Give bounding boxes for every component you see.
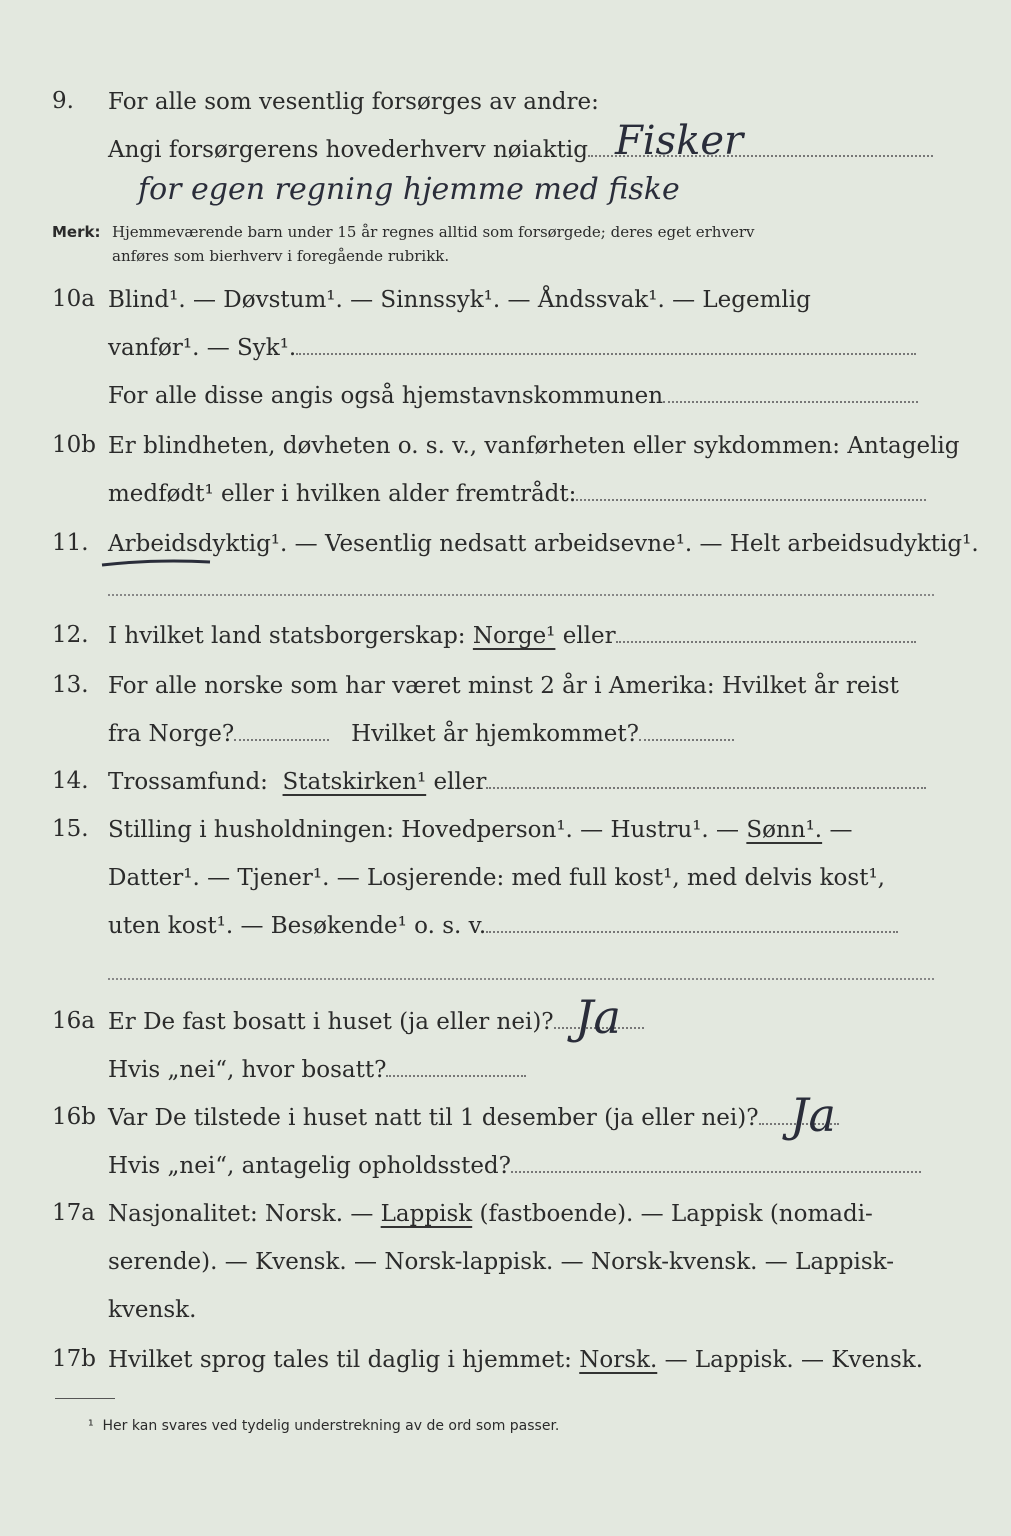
merk-line2: anføres som bierhverv i foregående rubrikk. (112, 247, 450, 265)
q14-number: 14. (52, 768, 89, 794)
q11-underline-mark (100, 556, 215, 570)
q15-blank-line (108, 978, 934, 980)
q17b-line1: Hvilket sprog tales til daglig i hjemmet: Norsk. — Lappisk. — Kvensk. (108, 1347, 924, 1373)
q10b-line1: Er blindheten, døvheten o. s. v., vanførheten eller sykdommen: Antagelig (108, 433, 960, 459)
q11-line1: Arbeidsdyktig¹. — Vesentlig nedsatt arbeidsevne¹. — Helt arbeidsudyktig¹. (108, 531, 979, 557)
q16a-line1: Er De fast bosatt i huset (ja eller nei)? (108, 1008, 644, 1036)
q9-line1: For alle som vesentlig forsørges av andre: (108, 89, 599, 115)
merk-line1: Hjemmeværende barn under 15 år regnes alltid som forsørgede; deres eget erhverv (112, 223, 755, 241)
q16b-number: 16b (52, 1104, 96, 1130)
q13-line1: For alle norske som har været minst 2 år i Amerika: Hvilket år reist (108, 673, 899, 699)
q9-line2: Angi forsørgerens hovederhverv nøiaktig (108, 136, 933, 164)
footnote: ¹ Her kan svares ved tydelig understrekning av de ord som passer. (88, 1418, 560, 1434)
q9-answer-detail: for egen regning hjemme med fiske (138, 172, 680, 207)
q9-number: 9. (52, 88, 74, 114)
q13-number: 13. (52, 672, 89, 698)
q17a-line1: Nasjonalitet: Norsk. — Lappisk (fastboende). — Lappisk (nomadi- (108, 1201, 873, 1227)
q16b-line1: Var De tilstede i huset natt til 1 desember (ja eller nei)? (108, 1104, 839, 1132)
q13-line2: fra Norge? Hvilket år hjemkommet? (108, 720, 734, 748)
footnote-rule (55, 1398, 115, 1399)
q15-line2: Datter¹. — Tjener¹. — Losjerende: med full kost¹, med delvis kost¹, (108, 865, 885, 891)
q16a-number: 16a (52, 1008, 95, 1034)
q10a-number: 10a (52, 286, 95, 312)
q15-number: 15. (52, 816, 89, 842)
q16a-answer: Ja (575, 990, 621, 1044)
q10b-line2: medfødt¹ eller i hvilken alder fremtrådt: (108, 480, 926, 508)
merk-label: Merk: (52, 223, 101, 241)
q16b-answer: Ja (790, 1088, 836, 1142)
q10a-line1: Blind¹. — Døvstum¹. — Sinnssyk¹. — Åndssvak¹. — Legemlig (108, 287, 811, 313)
q17a-line2: serende). — Kvensk. — Norsk-lappisk. — Norsk-kvensk. — Lappisk- (108, 1249, 894, 1275)
q10a-line2: vanfør¹. — Syk¹. (108, 334, 916, 362)
q9-answer-occupation: Fisker (615, 118, 744, 164)
q11-number: 11. (52, 530, 89, 556)
q10a-line3: For alle disse angis også hjemstavnskommunen (108, 382, 918, 410)
q15-line1: Stilling i husholdningen: Hovedperson¹. — Hustru¹. — Sønn¹. — (108, 817, 853, 843)
q17b-number: 17b (52, 1346, 96, 1372)
q15-line3: uten kost¹. — Besøkende¹ o. s. v. (108, 912, 898, 940)
q11-blank-line (108, 594, 934, 596)
q10b-number: 10b (52, 432, 96, 458)
q12-number: 12. (52, 622, 89, 648)
q16b-line2: Hvis „nei“, antagelig opholdssted? (108, 1152, 921, 1180)
q14-line1: Trossamfund: Statskirken¹ eller (108, 768, 926, 796)
q17a-number: 17a (52, 1200, 95, 1226)
q16a-line2: Hvis „nei“, hvor bosatt? (108, 1056, 526, 1084)
q17a-line3: kvensk. (108, 1297, 197, 1323)
q12-line1: I hvilket land statsborgerskap: Norge¹ eller (108, 622, 916, 650)
